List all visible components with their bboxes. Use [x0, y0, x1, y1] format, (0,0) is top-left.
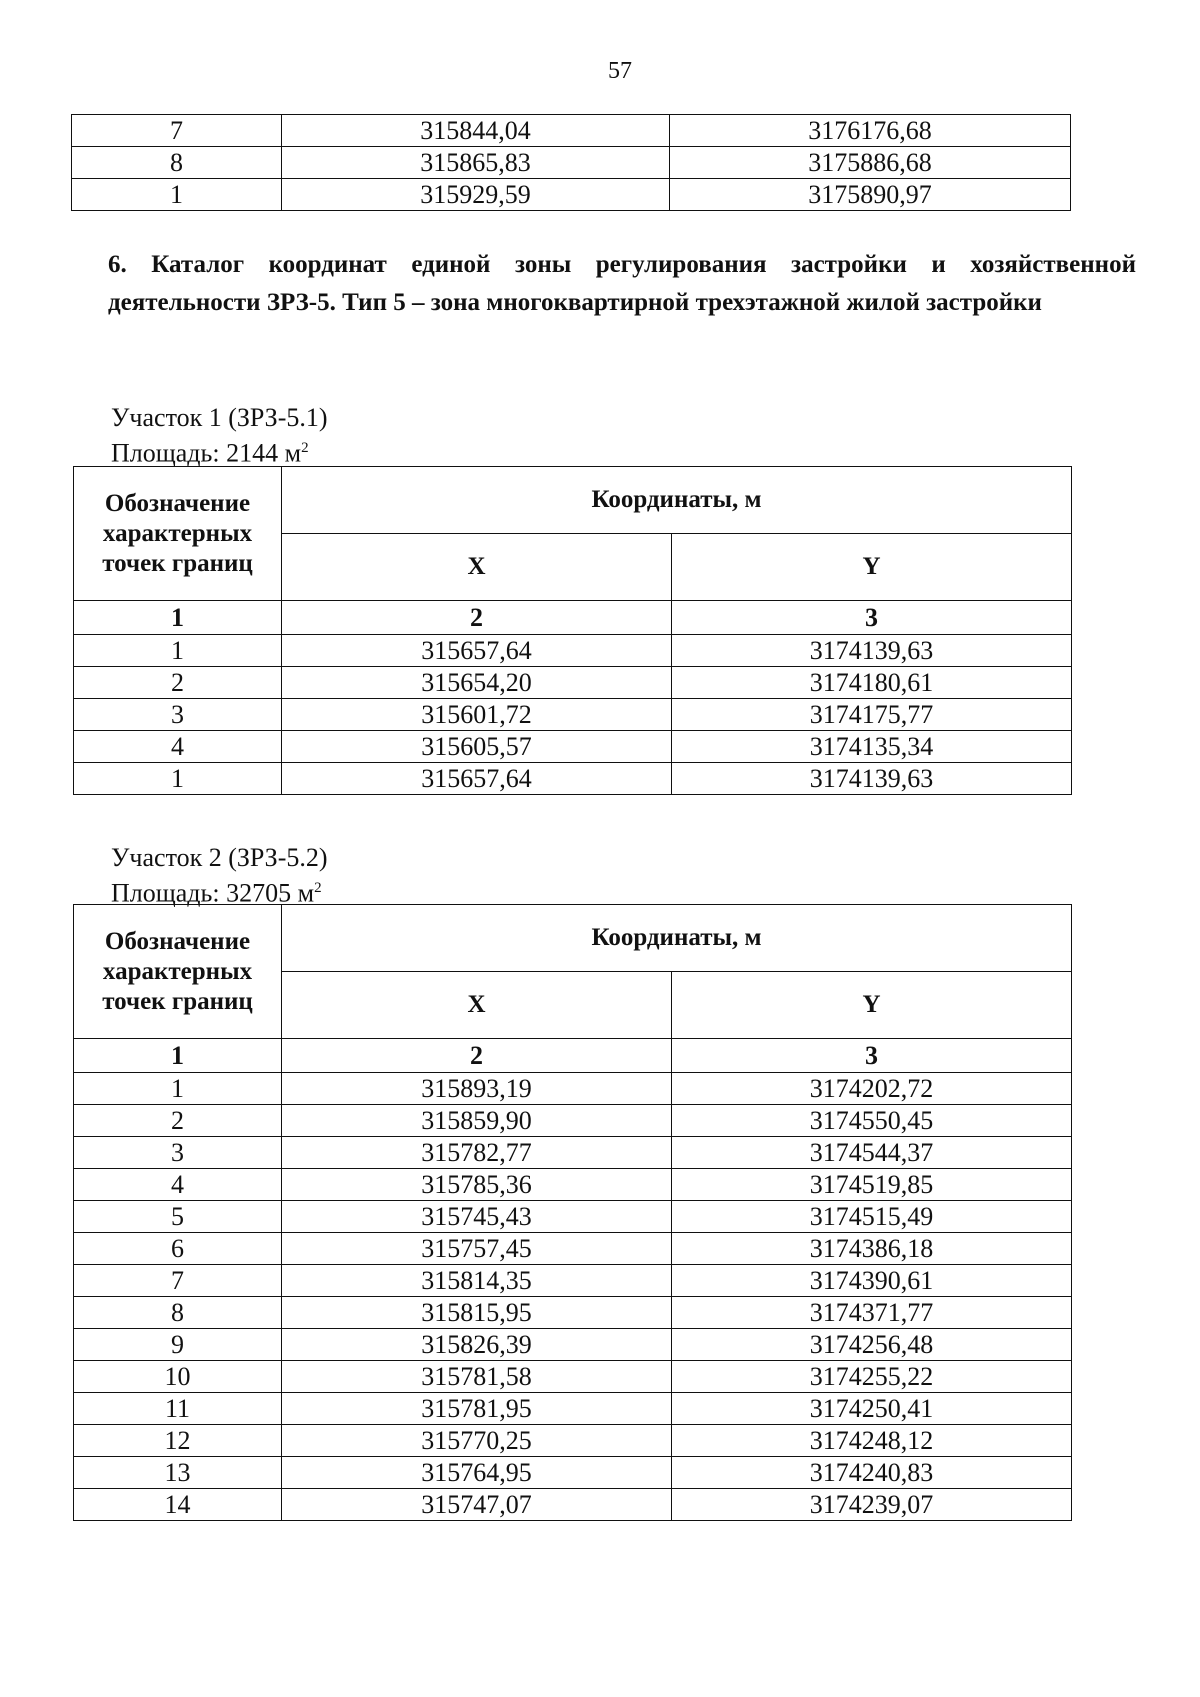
- point-number-cell: 4: [74, 1169, 282, 1201]
- x-coordinate-cell: 315826,39: [282, 1329, 672, 1361]
- point-number-cell: 1: [74, 635, 282, 667]
- x-coordinate-cell: 315654,20: [282, 667, 672, 699]
- y-coordinate-cell: 3174390,61: [672, 1265, 1072, 1297]
- x-coordinate-cell: 315757,45: [282, 1233, 672, 1265]
- y-coordinate-cell: 3175886,68: [670, 147, 1071, 179]
- x-coordinate-cell: 315929,59: [282, 179, 670, 211]
- point-number-cell: 8: [72, 147, 282, 179]
- x-coordinate-cell: 315782,77: [282, 1137, 672, 1169]
- point-number-cell: 11: [74, 1393, 282, 1425]
- plot-title: Участок 2 (ЗРЗ-5.2): [111, 843, 328, 872]
- y-coordinate-cell: 3174515,49: [672, 1201, 1072, 1233]
- x-coordinate-cell: 315657,64: [282, 635, 672, 667]
- page-number: 57: [608, 58, 632, 84]
- y-coordinate-cell: 3174135,34: [672, 731, 1072, 763]
- point-number-cell: 2: [74, 1105, 282, 1137]
- table-row: [74, 1105, 1072, 1137]
- point-number-cell: 3: [74, 1137, 282, 1169]
- table-row: [72, 179, 1071, 211]
- y-coordinate-cell: 3174250,41: [672, 1393, 1072, 1425]
- y-header: Y: [672, 972, 1072, 1039]
- x-coordinate-cell: 315601,72: [282, 699, 672, 731]
- y-coordinate-cell: 3174256,48: [672, 1329, 1072, 1361]
- point-number-cell: 4: [74, 731, 282, 763]
- table-row: [74, 1137, 1072, 1169]
- plot-2-coordinates-table: [73, 904, 1072, 1521]
- x-coordinate-cell: 315785,36: [282, 1169, 672, 1201]
- column-number-row: [74, 601, 1072, 635]
- plot-title: Участок 1 (ЗРЗ-5.1): [111, 403, 328, 432]
- point-number-cell: 6: [74, 1233, 282, 1265]
- point-number-cell: 8: [74, 1297, 282, 1329]
- plot-area: Площадь: 32705 $м^2$: [111, 878, 322, 908]
- y-coordinate-cell: 3174371,77: [672, 1297, 1072, 1329]
- x-coordinate-cell: 315605,57: [282, 731, 672, 763]
- column-number-row: [74, 1039, 1072, 1073]
- y-coordinate-cell: 3174175,77: [672, 699, 1072, 731]
- table-row: [74, 1233, 1072, 1265]
- column-number: 3: [672, 1039, 1072, 1073]
- y-coordinate-cell: 3174139,63: [672, 763, 1072, 795]
- table-row: [74, 1297, 1072, 1329]
- point-number-cell: 14: [74, 1489, 282, 1521]
- coordinates-header: Координаты, м: [282, 905, 1072, 972]
- x-coordinate-cell: 315893,19: [282, 1073, 672, 1105]
- column-number: 1: [74, 1039, 282, 1073]
- x-coordinate-cell: 315859,90: [282, 1105, 672, 1137]
- x-coordinate-cell: 315844,04: [282, 115, 670, 147]
- plot-2-caption: [111, 842, 328, 909]
- table-row: [74, 1073, 1072, 1105]
- point-number-cell: 9: [74, 1329, 282, 1361]
- table-row: [74, 1361, 1072, 1393]
- coordinates-header: Координаты, м: [282, 467, 1072, 534]
- y-coordinate-cell: 3174248,12: [672, 1425, 1072, 1457]
- x-coordinate-cell: 315745,43: [282, 1201, 672, 1233]
- points-header: Обозначение характерных точек границ: [74, 905, 282, 1039]
- y-coordinate-cell: 3174202,72: [672, 1073, 1072, 1105]
- y-coordinate-cell: 3174240,83: [672, 1457, 1072, 1489]
- section-heading: 6. Каталог координат единой зоны регулирования застройки и хозяйственной деятельности ЗРЗ-5. Тип 5 – зона многоквартирной трехэтажной жилой застройки: [108, 251, 1136, 316]
- coordinates-table-continued: [71, 114, 1071, 211]
- x-header: X: [282, 534, 672, 601]
- point-number-cell: 7: [72, 115, 282, 147]
- y-coordinate-cell: 3174180,61: [672, 667, 1072, 699]
- y-coordinate-cell: 3175890,97: [670, 179, 1071, 211]
- y-coordinate-cell: 3174550,45: [672, 1105, 1072, 1137]
- table-row: [74, 1489, 1072, 1521]
- y-coordinate-cell: 3174139,63: [672, 635, 1072, 667]
- point-number-cell: 13: [74, 1457, 282, 1489]
- points-header: Обозначение характерных точек границ: [74, 467, 282, 601]
- table-row: [72, 147, 1071, 179]
- column-number: 1: [74, 601, 282, 635]
- point-number-cell: 1: [74, 763, 282, 795]
- table-row: [74, 1393, 1072, 1425]
- point-number-cell: 12: [74, 1425, 282, 1457]
- y-coordinate-cell: 3174386,18: [672, 1233, 1072, 1265]
- table-row: [74, 1201, 1072, 1233]
- point-number-cell: 5: [74, 1201, 282, 1233]
- x-coordinate-cell: 315657,64: [282, 763, 672, 795]
- point-number-cell: 7: [74, 1265, 282, 1297]
- plot-1-caption: [111, 402, 328, 469]
- point-number-cell: 10: [74, 1361, 282, 1393]
- table-row: [74, 1425, 1072, 1457]
- table-row: [74, 731, 1072, 763]
- table-row: [74, 1329, 1072, 1361]
- x-coordinate-cell: 315865,83: [282, 147, 670, 179]
- column-number: 3: [672, 601, 1072, 635]
- point-number-cell: 3: [74, 699, 282, 731]
- plot-1-coordinates-table: [73, 466, 1072, 795]
- x-coordinate-cell: 315781,58: [282, 1361, 672, 1393]
- plot-area: Площадь: 2144 $м^2$: [111, 438, 309, 468]
- y-coordinate-cell: 3174255,22: [672, 1361, 1072, 1393]
- y-coordinate-cell: 3174239,07: [672, 1489, 1072, 1521]
- x-coordinate-cell: 315764,95: [282, 1457, 672, 1489]
- table-row: [74, 1457, 1072, 1489]
- y-coordinate-cell: 3174519,85: [672, 1169, 1072, 1201]
- table-row: [74, 635, 1072, 667]
- point-number-cell: 1: [72, 179, 282, 211]
- x-coordinate-cell: 315815,95: [282, 1297, 672, 1329]
- x-coordinate-cell: 315770,25: [282, 1425, 672, 1457]
- table-row: [72, 115, 1071, 147]
- table-row: [74, 1265, 1072, 1297]
- table-row: [74, 1169, 1072, 1201]
- x-coordinate-cell: 315781,95: [282, 1393, 672, 1425]
- y-header: Y: [672, 534, 1072, 601]
- x-coordinate-cell: 315814,35: [282, 1265, 672, 1297]
- x-header: X: [282, 972, 672, 1039]
- x-coordinate-cell: 315747,07: [282, 1489, 672, 1521]
- table-row: [74, 763, 1072, 795]
- y-coordinate-cell: 3176176,68: [670, 115, 1071, 147]
- point-number-cell: 2: [74, 667, 282, 699]
- point-number-cell: 1: [74, 1073, 282, 1105]
- table-row: [74, 667, 1072, 699]
- table-row: [74, 699, 1072, 731]
- y-coordinate-cell: 3174544,37: [672, 1137, 1072, 1169]
- column-number: 2: [282, 601, 672, 635]
- column-number: 2: [282, 1039, 672, 1073]
